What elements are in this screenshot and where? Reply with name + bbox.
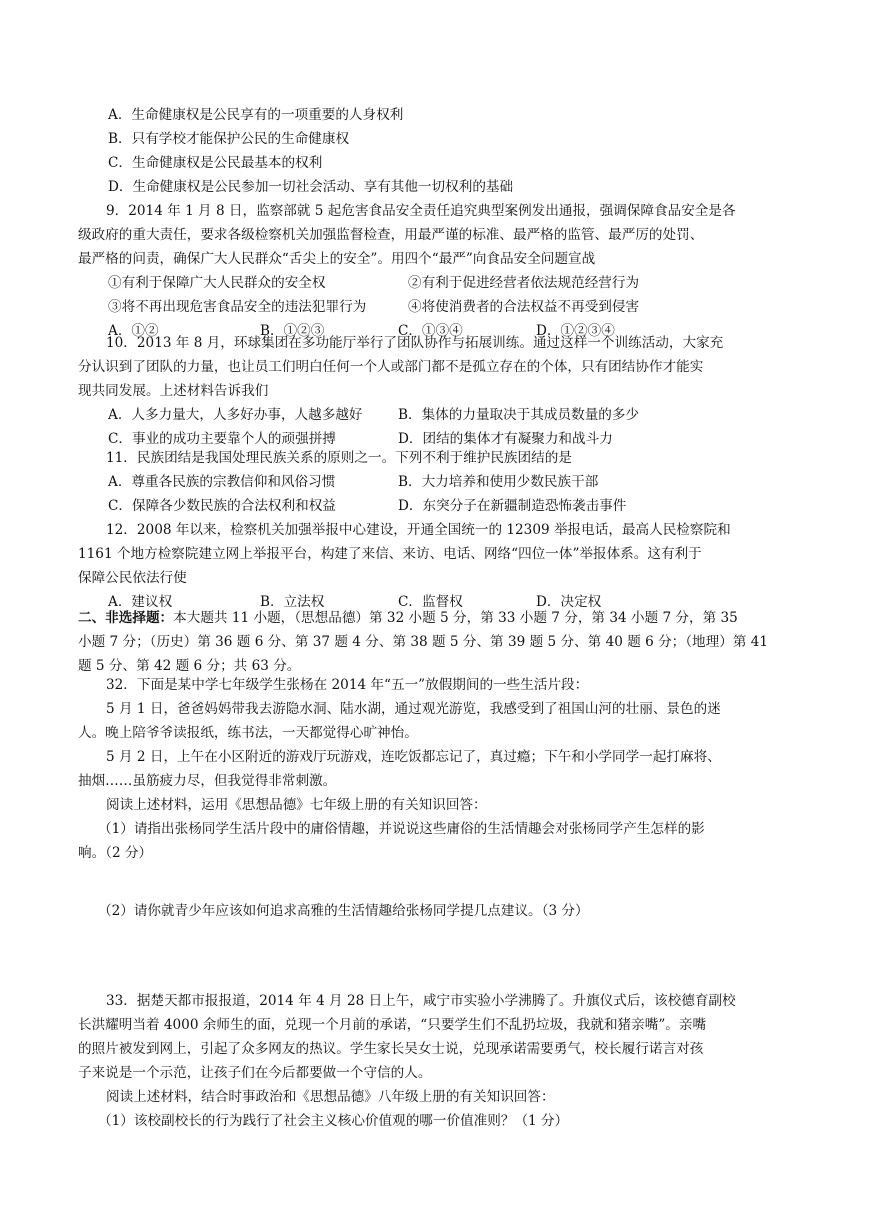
q8-option-d: D．生命健康权是公民参加一切社会活动、享有其他一切权利的基础 xyxy=(108,179,514,195)
q11-option-c: C．保障各少数民族的合法权利和权益 xyxy=(108,498,336,514)
q12-stem-line: 1161 个地方检察院建立网上举报平台，构建了来信、来访、电话、网络“四位一体”举报体系。这有利于 xyxy=(78,546,702,562)
q9-stem-line: 9．2014 年 1 月 8 日，监察部就 5 起危害食品安全责任追究典型案例发出通报，强调保障食品安全是各 xyxy=(106,203,736,219)
q10-option-row xyxy=(78,403,796,427)
question-9 xyxy=(78,199,796,343)
section-2-heading xyxy=(78,606,796,678)
q11-option-a: A．尊重各民族的宗教信仰和风俗习惯 xyxy=(108,474,336,490)
q10-stem-line: 10．2013 年 8 月，环球集团在多功能厅举行了团队协作与拓展训练。通过这样一个训练活动，大家充 xyxy=(106,335,724,351)
q32-paragraph-1-line: 5 月 1 日，爸爸妈妈带我去游隐水洞、陆水湖，通过观光游览，我感受到了祖国山河的壮丽、景色的迷 xyxy=(106,701,721,717)
q9-stem-line: 级政府的重大责任，要求各级检察机关加强监督检查，用最严谨的标准、最严格的监管、最严厉的处罚、 xyxy=(78,227,704,243)
q12-option-d: D．决定权 xyxy=(536,594,602,610)
question-10 xyxy=(78,331,796,451)
q12-stem-line: 12．2008 年以来，检察机关加强举报中心建设，开通全国统一的 12309 举报电话，最高人民检察院和 xyxy=(106,522,731,538)
q33-stem-line: 的照片被发到网上，引起了众多网友的热议。学生家长吴女士说，兑现承诺需要勇气，校长履行诺言对孩 xyxy=(78,1041,704,1057)
question-33 xyxy=(78,989,796,1133)
q10-option-c: C．事业的成功主要靠个人的顽强拼搏 xyxy=(108,431,336,447)
q12-option-c: C．监督权 xyxy=(398,594,463,610)
question-32 xyxy=(78,673,796,865)
q9-option-c: C．①③④ xyxy=(398,323,463,339)
question-8-options xyxy=(78,103,796,199)
q32-sub-question-1-line: 响。（2 分） xyxy=(78,845,153,861)
q9-option-b: B．①②③ xyxy=(260,323,325,339)
q32-intro: 32．下面是某中学七年级学生张杨在 2014 年“五一”放假期间的一些生活片段： xyxy=(106,677,589,693)
question-12 xyxy=(78,518,796,614)
q11-option-row xyxy=(78,494,796,518)
q9-statement-4: ④将使消费者的合法权益不再受到侵害 xyxy=(408,299,640,315)
q32-instruction: 阅读上述材料，运用《思想品德》七年级上册的有关知识回答： xyxy=(106,797,487,813)
q32-sub-question-2: （2）请你就青少年应该如何追求高雅的生活情趣给张杨同学提几点建议。（3 分） xyxy=(98,903,589,919)
q33-sub-question-1: （1）该校副校长的行为践行了社会主义核心价值观的哪一价值准则？（1 分） xyxy=(98,1113,569,1129)
q11-option-b: B．大力培养和使用少数民族干部 xyxy=(398,474,599,490)
q12-option-b: B．立法权 xyxy=(260,594,325,610)
q9-statement-row xyxy=(78,295,796,319)
q11-option-d: D．东突分子在新疆制造恐怖袭击事件 xyxy=(398,498,627,514)
q10-option-d: D．团结的集体才有凝聚力和战斗力 xyxy=(398,431,613,447)
q33-stem-line: 33．据楚天都市报报道，2014 年 4 月 28 日上午，咸宁市实验小学沸腾了。升旗仪式后，该校德育副校 xyxy=(106,993,736,1009)
section-2-desc: 本大题共 11 小题，（思想品德）第 32 小题 5 分，第 33 小题 7 分，第 34 小题 7 分，第 35 xyxy=(173,610,738,626)
q33-stem-line: 长洪耀明当着 4000 余师生的面，兑现一个月前的承诺，“只要学生们不乱扔垃圾，我就和猪亲嘴”。亲嘴 xyxy=(78,1017,707,1033)
section-2-title: 二、非选择题： xyxy=(78,610,174,626)
q11-option-row xyxy=(78,470,796,494)
q32-paragraph-2-line: 抽烟……虽筋疲力尽，但我觉得非常刺激。 xyxy=(78,773,337,789)
q10-stem-line: 现共同发展。上述材料告诉我们 xyxy=(78,383,269,399)
q11-stem: 11．民族团结是我国处理民族关系的原则之一。下列不利于维护民族团结的是 xyxy=(106,450,572,466)
q9-statement-2: ②有利于促进经营者依法规范经营行为 xyxy=(408,275,640,291)
q32-paragraph-1-line: 人。晚上陪爷爷读报纸，练书法，一天都觉得心旷神怡。 xyxy=(78,725,418,741)
q12-stem-line: 保障公民依法行使 xyxy=(78,570,187,586)
q32-sub-question-1-line: （1）请指出张杨同学生活片段中的庸俗情趣，并说说这些庸俗的生活情趣会对张杨同学产生怎样的影 xyxy=(98,821,705,837)
q32-sub-question-2-wrap xyxy=(78,899,796,923)
q10-stem-line: 分认识到了团队的力量，也让员工们明白任何一个人或部门都不是孤立存在的个体，只有团结协作才能实 xyxy=(78,359,704,375)
q9-option-d: D．①②③④ xyxy=(536,323,615,339)
q9-statement-1: ①有利于保障广大人民群众的安全权 xyxy=(108,275,326,291)
q9-statement-3: ③将不再出现危害食品安全的违法犯罪行为 xyxy=(108,299,367,315)
q9-option-a: A．①② xyxy=(108,323,159,339)
section-2-desc-line: 小题 7 分；（历史）第 36 题 6 分、第 37 题 4 分、第 38 题 5 分、第 39 题 5 分、第 40 题 6 分；（地理）第 41 xyxy=(78,634,769,650)
section-2-desc-line: 题 5 分、第 42 题 6 分；共 63 分。 xyxy=(78,658,301,674)
q8-option-b: B．只有学校才能保护公民的生命健康权 xyxy=(108,131,350,147)
q8-option-a: A．生命健康权是公民享有的一项重要的人身权利 xyxy=(108,107,404,123)
q10-option-b: B．集体的力量取决于其成员数量的多少 xyxy=(398,407,640,423)
question-11 xyxy=(78,446,796,518)
q33-instruction: 阅读上述材料，结合时事政治和《思想品德》八年级上册的有关知识回答： xyxy=(106,1089,555,1105)
q8-option-c: C．生命健康权是公民最基本的权利 xyxy=(108,155,323,171)
q9-statement-row xyxy=(78,271,796,295)
q33-stem-line: 子来说是一个示范，让孩子们在今后都要做一个守信的人。 xyxy=(78,1065,432,1081)
q9-stem-line: 最严格的问责，确保广大人民群众“舌尖上的安全”。用四个“最严”向食品安全问题宣战 xyxy=(78,251,596,267)
q32-paragraph-2-line: 5 月 2 日，上午在小区附近的游戏厅玩游戏，连吃饭都忘记了，真过瘾；下午和小学同学一起打麻将、 xyxy=(106,749,721,765)
q12-option-a: A．建议权 xyxy=(108,594,173,610)
q10-option-a: A．人多力量大，人多好办事，人越多越好 xyxy=(108,407,363,423)
